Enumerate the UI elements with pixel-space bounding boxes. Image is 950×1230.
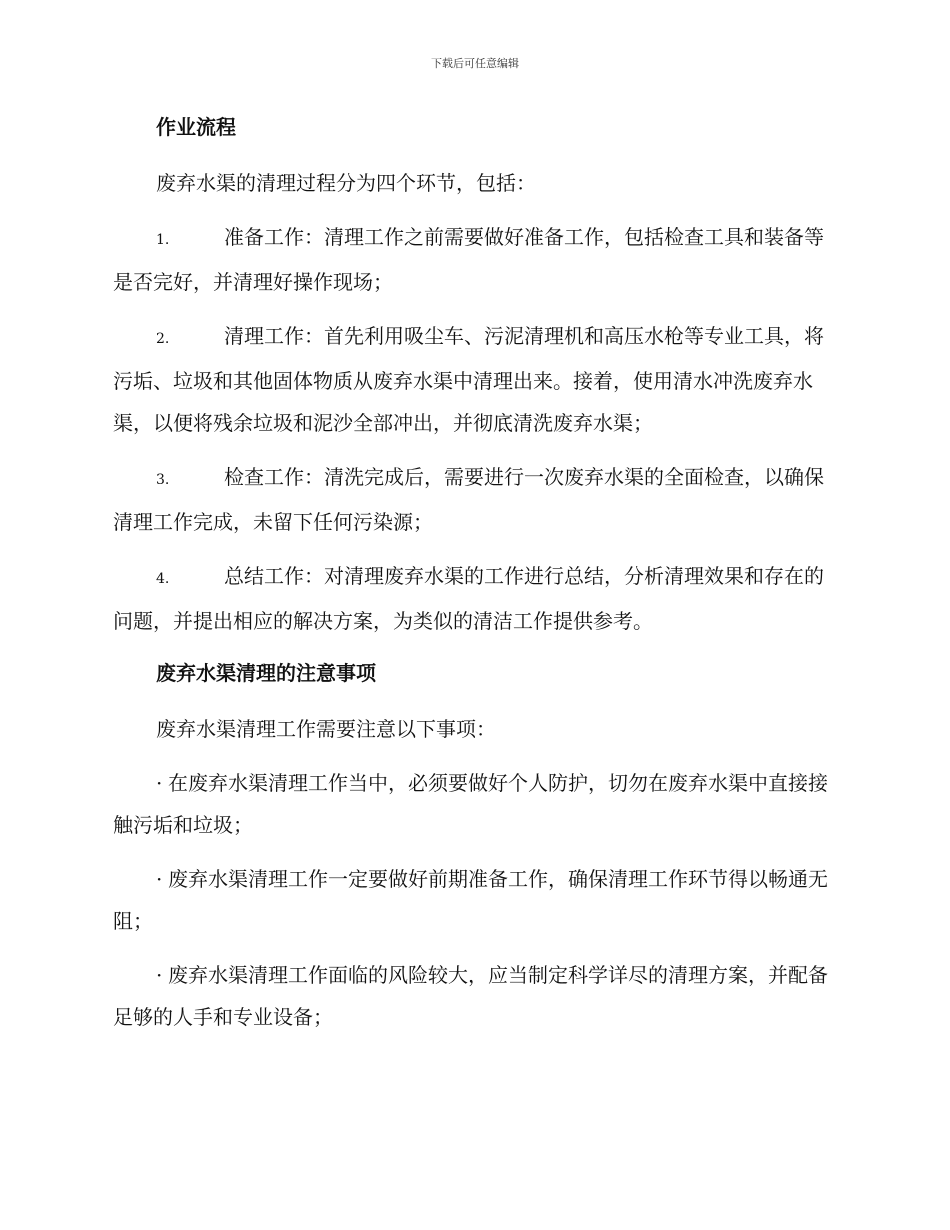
list-item-number: 4.: [156, 571, 170, 587]
bullet-item: [113, 954, 837, 1038]
bullet-item: [113, 858, 837, 942]
section-intro-precautions: 废弃水渠清理工作需要注意以下事项：: [156, 717, 496, 741]
list-item: [113, 456, 837, 543]
list-item-text: 检查工作：清洗完成后，需要进行一次废弃水渠的全面检查，以确保清理工作完成，未留下任何污染源；: [113, 465, 824, 534]
bullet-dot-icon: ·: [156, 963, 163, 987]
list-item-text: 清理工作：首先利用吸尘车、污泥清理机和高压水枪等专业工具，将污垢、垃圾和其他固体物质从废弃水渠中清理出来。接着，使用清水冲洗废弃水渠，以便将残余垃圾和泥沙全部冲出，并彻底清洗废弃水渠；: [113, 324, 824, 435]
section-intro-workflow: 废弃水渠的清理过程分为四个环节，包括：: [156, 171, 536, 195]
section-heading-precautions: 废弃水渠清理的注意事项: [156, 661, 376, 685]
bullet-item-text: 在废弃水渠清理工作当中，必须要做好个人防护，切勿在废弃水渠中直接接触污垢和垃圾；: [113, 771, 828, 837]
list-item: [113, 315, 837, 444]
list-item-text: 总结工作：对清理废弃水渠的工作进行总结，分析清理效果和存在的问题，并提出相应的解决方案，为类似的清洁工作提供参考。: [113, 564, 824, 633]
bullet-dot-icon: ·: [156, 867, 163, 891]
bullet-item-text: 废弃水渠清理工作面临的风险较大，应当制定科学详尽的清理方案，并配备足够的人手和专业设备；: [113, 963, 828, 1029]
list-item-number: 1.: [156, 232, 170, 248]
document-body: [113, 108, 837, 1050]
list-item-text: 准备工作：清理工作之前需要做好准备工作，包括检查工具和装备等是否完好，并清理好操作现场；: [113, 225, 824, 294]
bullet-item-text: 废弃水渠清理工作一定要做好前期准备工作，确保清理工作环节得以畅通无阻；: [113, 867, 828, 933]
list-item: [113, 216, 837, 303]
section-heading-workflow: 作业流程: [156, 115, 236, 139]
list-item-number: 3.: [156, 472, 170, 488]
page-header-note: 下载后可任意编辑: [431, 57, 519, 70]
bullet-item: [113, 762, 837, 846]
list-item: [113, 555, 837, 642]
bullet-dot-icon: ·: [156, 771, 163, 795]
list-item-number: 2.: [156, 331, 170, 347]
